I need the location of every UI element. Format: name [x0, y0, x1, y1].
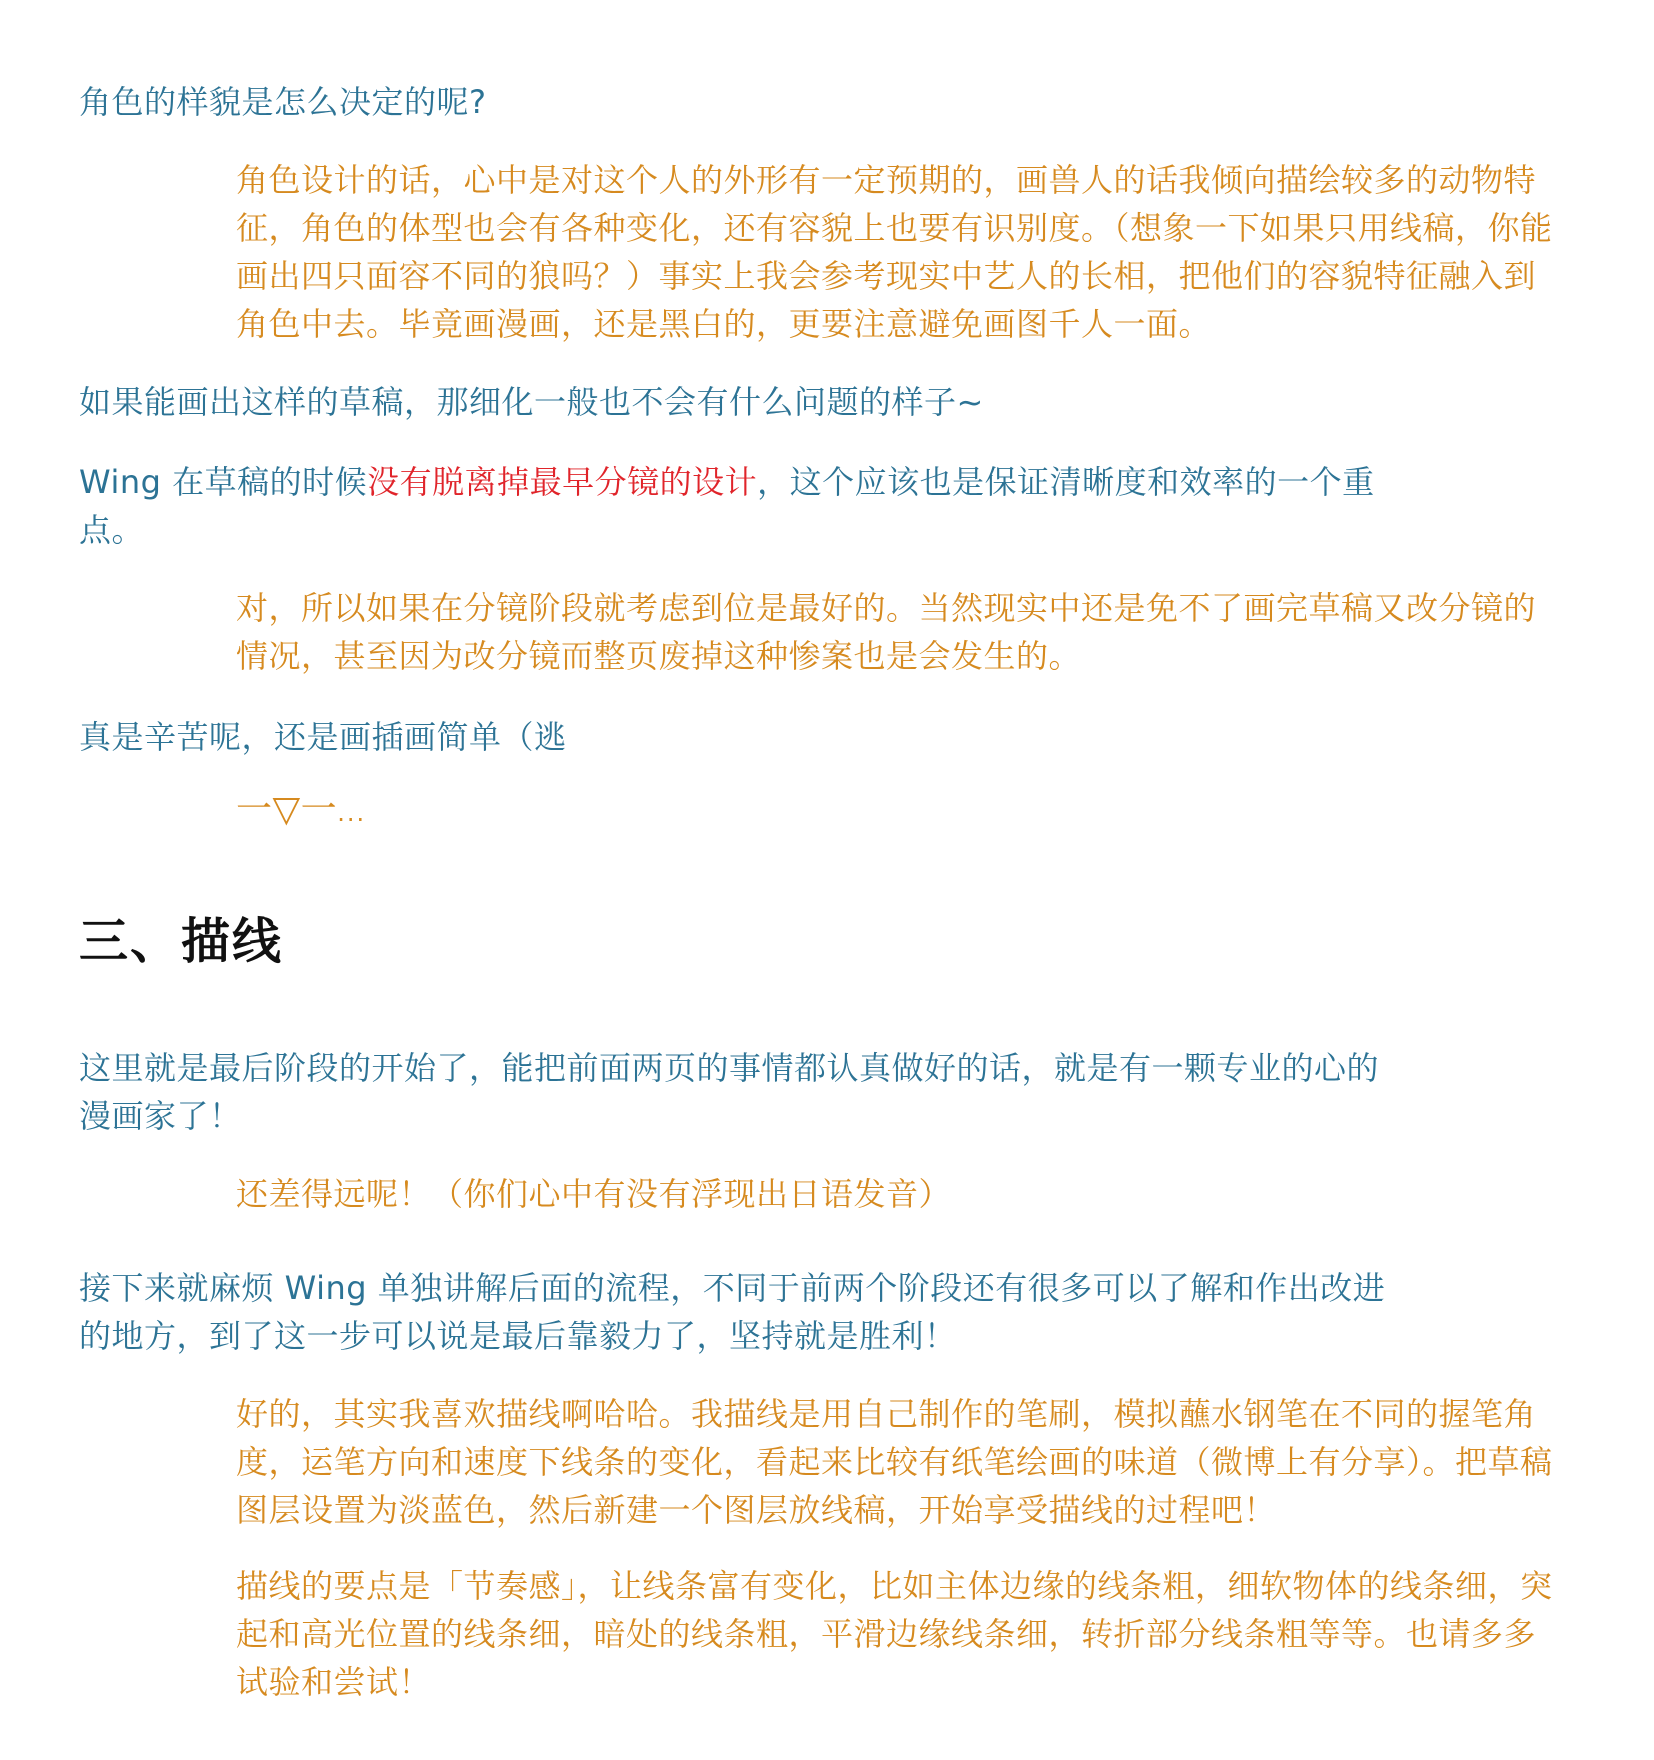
ellipsis: ... [337, 799, 367, 827]
answer-storyboard: 对，所以如果在分镜阶段就考虑到位是最好的。当然现实中还是免不了画完草稿又改分镜的情况，甚至因为改分镜而整页废掉这种惨案也是会发生的。 [236, 589, 1537, 675]
question-process: 接下来就麻烦 Wing 单独讲解后面的流程，不同于前两个阶段还有很多可以了解和作出改进的地方，到了这一步可以说是最后靠毅力了，坚持就是胜利！ [79, 1269, 1386, 1355]
question-final-stage: 这里就是最后阶段的开始了，能把前面两页的事情都认真做好的话，就是有一颗专业的心的漫画家了！ [79, 1049, 1380, 1135]
answer-character-design: 角色设计的话，心中是对这个人的外形有一定预期的，画兽人的话我倾向描绘较多的动物特征，角色的体型也会有各种变化，还有容貌上也要有识别度。（想象一下如果只用线稿，你能画出四只面容不同的狼吗？）事实上我会参考现实中艺人的长相，把他们的容貌特征融入到角色中去。毕竟画漫画，还是黑白的，更要注意避免画图千人一面。 [236, 161, 1553, 343]
question-rough-sketch: 如果能画出这样的草稿，那细化一般也不会有什么问题的样子~ [79, 383, 984, 421]
question-storyboard [79, 458, 1409, 554]
answer-emoticon [236, 786, 1566, 837]
answer-still-far: 还差得远呢！（你们心中有没有浮现出日语发音） [236, 1175, 952, 1213]
question-storyboard-text-start: Wing 在草稿的时候 [79, 463, 368, 501]
answer-inking-rhythm: 描线的要点是「节奏感」，让线条富有变化，比如主体边缘的线条粗，细软物体的线条细，突起和高光位置的线条细，暗处的线条粗，平滑边缘线条细，转折部分线条粗等等。也请多多试验和尝试！ [236, 1567, 1553, 1701]
question-storyboard-text-end: ，这个应该也是保证清晰度和效率的一个重点。 [79, 463, 1375, 549]
answer-inking-brush: 好的，其实我喜欢描线啊哈哈。我描线是用自己制作的笔刷，模拟蘸水钢笔在不同的握笔角度，运笔方向和速度下线条的变化，看起来比较有纸笔绘画的味道（微博上有分享）。把草稿图层设置为淡蓝色，然后新建一个图层放线稿，开始享受描线的过程吧！ [236, 1395, 1553, 1529]
section-heading: 三、描线 [79, 913, 284, 970]
highlighted-phrase: 没有脱离掉最早分镜的设计 [367, 463, 758, 501]
question-character-design: 角色的样貌是怎么决定的呢? [79, 83, 487, 121]
emoticon-face: 一▽一 [236, 789, 338, 830]
question-illustration: 真是辛苦呢，还是画插画简单（逃 [79, 718, 567, 756]
